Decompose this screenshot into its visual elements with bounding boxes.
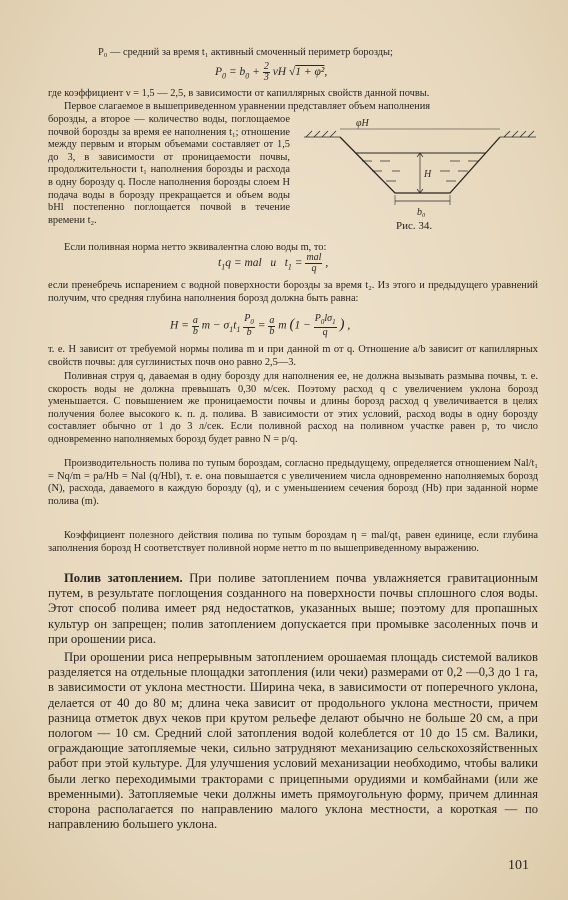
paragraph-productivity: Производительность полива по тупым бороздам, согласно предыдущему, определяется отношением Nal/t₁ = Nq/m = pa/Hb = Nal (q/Hbl), т. е. она повышается с увеличением числа одновременно наполняемых борозд (N), расхода, даваемого в каждую борозду (q), и с уменьшением сечения борозд (Hb) при заданной норме полива (m). (48, 458, 538, 507)
paragraph-h-dependence: т. е. H зависит от требуемой нормы полива m и при данной m от q. Отношение a/b зависит от капиллярных свойств почвы: для суглинистых почв оно равно 2,5—3. (48, 344, 538, 368)
paragraph-efficiency: Коэффициент полезного действия полива по тупым бороздам η = mal/qt₁ равен единице, если глубина заполнения борозд H соответствует поливной норме нетто m по вышеприведенному выражению. (48, 530, 538, 554)
formula-t1: $t_1q$ = mal и $t_1$ = $\frac{\text{mal}}{q}$ , (218, 252, 329, 274)
paragraph-first-term-top: Первое слагаемое в вышеприведенном уравнении представляет объем наполнения (64, 101, 431, 112)
page-number: 101 (508, 858, 529, 873)
paragraph-flood (48, 571, 538, 647)
coefficient-line: где коэффициент ν = 1,5 — 2,5, в зависимости от капиллярных свойств данной почвы. (48, 88, 430, 99)
flood-text: При поливе затоплением почва увлажняется гравитационным путем, в результате поглощения созданного на поверхности почвы сплошного слоя воды. Этот способ полива имеет ряд недостатков, указанных выше; поэтому для пропашных культур он запрещен; полив затоплением допускается при промывке засоленных почв и при орошении риса. (48, 571, 538, 646)
p0-definition: P₀ — средний за время t₁ активный смоченный периметр борозды; (98, 47, 393, 58)
label-h: H (424, 169, 432, 180)
formula-p0: $P_0 = b_0$ + $\frac{2}{3}$ νH √1 + φ², (215, 61, 328, 83)
paragraph-norm: Если поливная норма нетто эквивалентна слою воды m, то: (64, 242, 327, 253)
paragraph-first-term-body: борозды, а второе — количество воды, поглощаемое почвой борозды за время ее наполнения t₁; отношение между первым и вторым объемами составляет от 1,5 до 3, в зависимости от проницаемости почвы, продолжительности t₁ наполнения борозды и расхода в одну борозду q. После наполнения борозды слоем H подача воды в борозду прекращается и объем воды bHl постепенно поглощается почвой в течение времени t₂. (48, 114, 290, 226)
figure-caption: Рис. 34. (396, 220, 433, 232)
heading-flood-irrigation: Полив затоплением. (64, 571, 183, 585)
formula-h: H = $\frac{a}{b}$ $m - \sigma_1t_1$ $\frac{P_0}{b}$ = $\frac{a}{b}$ m (1 − $\frac{P_0l\sigma_1}{q}$ ) , (170, 313, 351, 338)
paragraph-rice: При орошении риса непрерывным затоплением орошаемая площадь системой валиков разделяется на отдельные площадки затопления (или чеки) размерами от 0,2 —0,3 до 1 га, в зависимости от уклона местности. Ширина чека, в зависимости от поперечного уклона, делается от 40 до 80 м; длина чека зависит от продольного уклона местности, причем разница отметок двух чеков при крутом рельефе делают обычно не больше 20 см, а при пологом — 10 см. Средний слой затопления водой колеблется от 10 до 15 см. Валики, ограждающие затопляемые чеки, сильно затрудняют механизацию сельскохозяйственных работ при этой культуре. Для улучшения условий механизации необходимо, чтобы валики были легко переходимыми тракторами с прицепными орудиями и комбайнами (или же временными). Затопляемые чеки должны иметь прямоугольную форму, причем длинная сторона располагается по направлению малого уклона местности, а короткая — по направлению большего уклона. (48, 650, 538, 832)
furrow-cross-section-figure (300, 115, 540, 220)
paragraph-stream: Поливная струя q, даваемая в одну борозду для наполнения ее, не должна вызывать размыва почвы, т. е. скорость воды не должна превышать 0,30 м/сек. Поэтому расход q с увеличением уклона борозд уменьшается. С повышением же проницаемости почвы и длины борозд расход q увеличивается в целях получения более высокого к. п. д. полива. В зависимости от этих условий, расход воды в одну борозду составляет обычно от 1 до 3 л/сек. Если поливной расход на поливном участке равен p, то число одновременно наполняемых борозд будет равно N = p/q. (48, 371, 538, 445)
label-phi-h: φH (356, 118, 369, 129)
paragraph-evaporation: если пренебречь испарением с водной поверхности борозды за время t₂. Из этого и предыдущего уравнений получим, что средняя глубина наполнения борозд должна быть равна: (48, 280, 538, 304)
label-b0: b₀ (417, 207, 426, 218)
